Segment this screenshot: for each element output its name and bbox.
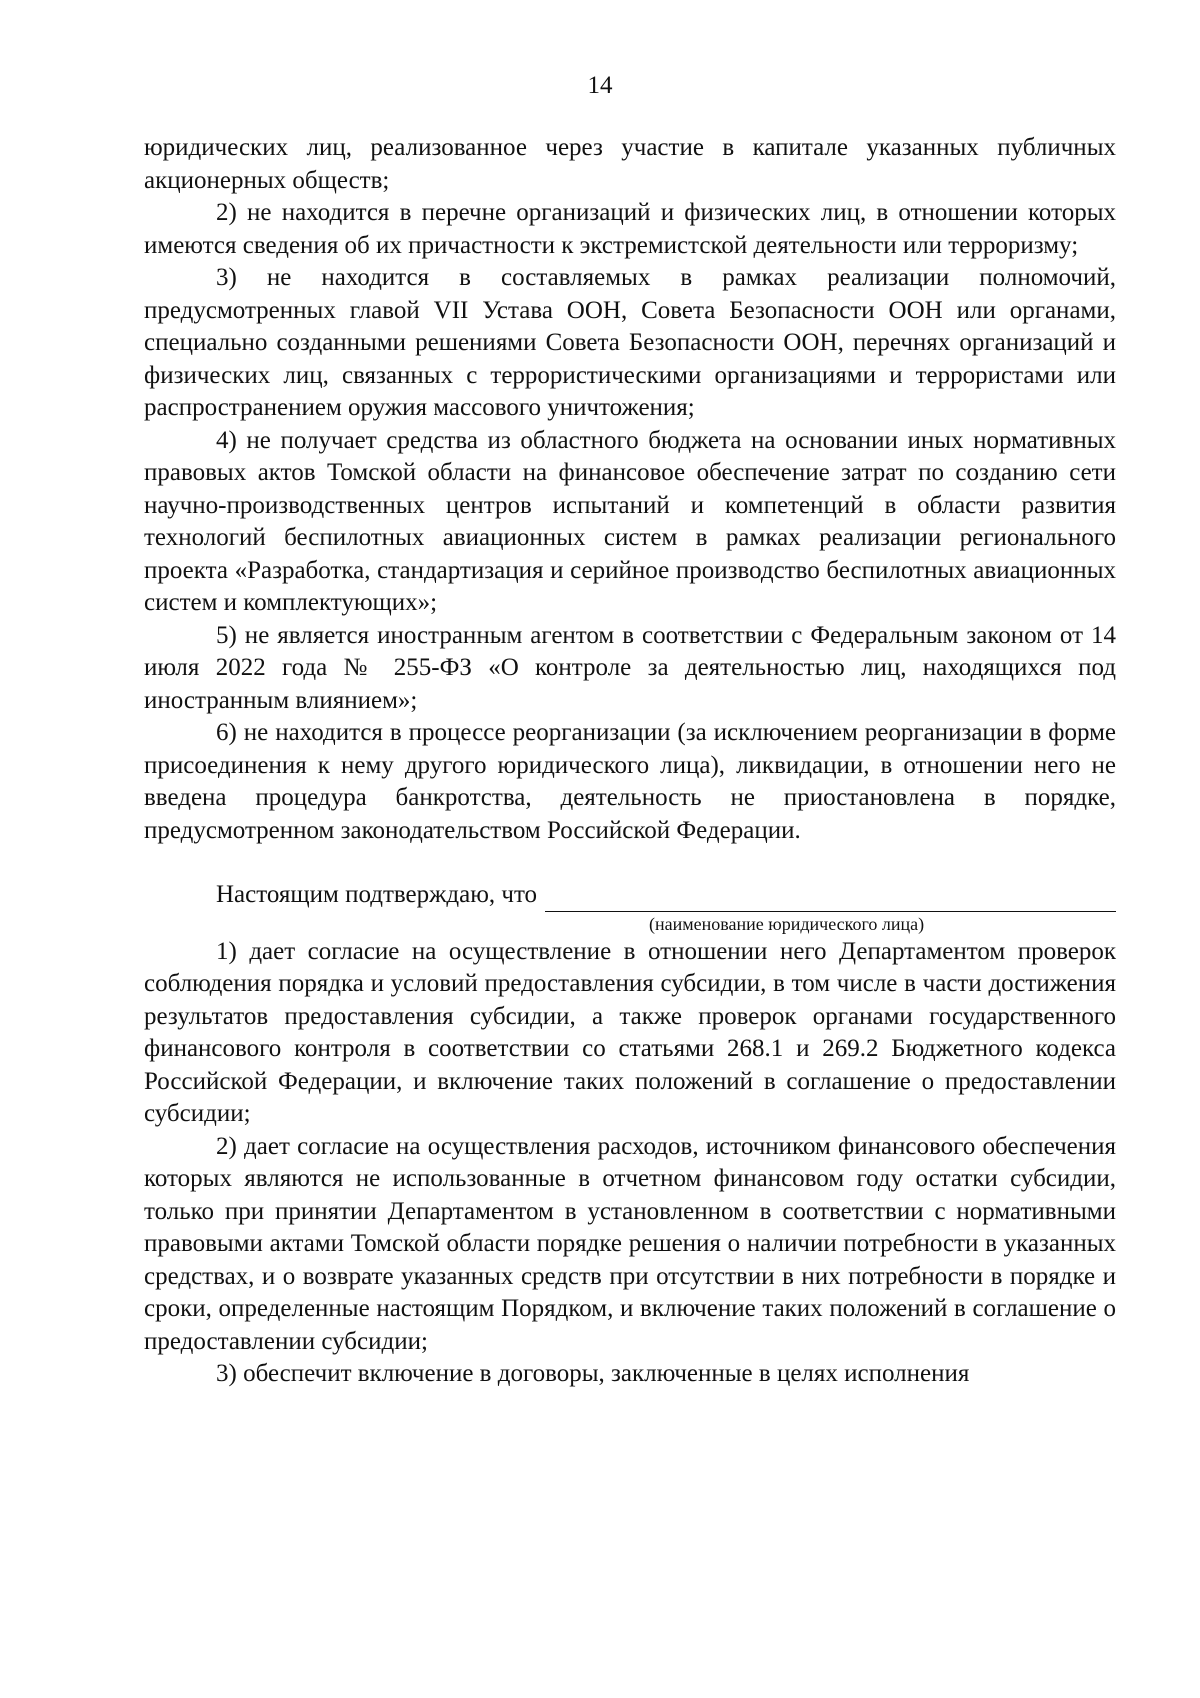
consent-item-3: 3) обеспечит включение в договоры, заключенные в целях исполнения: [216, 1360, 970, 1387]
section-spacer: [144, 847, 1116, 879]
consent-item-1: 1) дает согласие на осуществление в отношении него Департаментом проверок соблюдения порядка и условий предоставления субсидии, в том числе в части достижения результатов предоставления субсидии, а также проверок органами государственного финансового контроля в соответствии со статьями 268.1 и 269.2 Бюджетного кодекса Российской Федерации, и включение таких положений в соглашение о предоставлении субсидии;: [144, 937, 1116, 1127]
document-body: [144, 132, 1116, 1391]
legal-entity-name-blank[interactable]: [545, 885, 1116, 912]
consent-item-2: 2) дает согласие на осуществления расходов, источником финансового обеспечения которых являются не использованные в отчетном финансовом году остатки субсидии, только при принятии Департаментом в установленном в соответствии с нормативными правовыми актами Томской области порядке решения о наличии потребности в указанных средствах, и о возврате указанных средств при отсутствии в них потребности в порядке и сроки, определенные настоящим Порядком, и включение таких положений в соглашение о предоставлении субсидии;: [144, 1132, 1116, 1355]
list-item-2: 2) не находится в перечне организаций и физических лиц, в отношении которых имеются сведения об их причастности к экстремистской деятельности или терроризму;: [144, 199, 1116, 259]
paragraph-continuation: юридических лиц, реализованное через участие в капитале указанных публичных акционерных обществ;: [144, 134, 1116, 194]
list-item-6: 6) не находится в процессе реорганизации (за исключением реорганизации в форме присоединения к нему другого юридического лица), ликвидации, в отношении него не введена процедура банкротства, деятельность не приостановлена в порядке, предусмотренном законодательством Российской Федерации.: [144, 719, 1116, 844]
confirmation-text: Настоящим подтверждаю, что: [216, 881, 538, 908]
page-number: 14: [587, 72, 613, 99]
legal-entity-caption: (наименование юридического лица): [649, 913, 925, 934]
list-item-5: 5) не является иностранным агентом в соответствии с Федеральным законом от 14 июля 2022 года № 255-ФЗ «О контроле за деятельностью лиц, находящихся под иностранным влиянием»;: [144, 621, 1116, 714]
list-item-3: 3) не находится в составляемых в рамках реализации полномочий, предусмотренных главой VII Устава ООН, Совета Безопасности ООН или органами, специально созданными решениями Совета Безопасности ООН, перечнях организаций и физических лиц, связанных с террористическими организациями и террористами или распространением оружия массового уничтожения;: [144, 264, 1116, 421]
confirmation-line: [144, 879, 1116, 912]
list-item-4: 4) не получает средства из областного бюджета на основании иных нормативных правовых актов Томской области на финансовое обеспечение затрат по созданию сети научно-производственных центров испытаний и компетенций в области развития технологий беспилотных авиационных систем в рамках реализации регионального проекта «Разработка, стандартизация и серийное производство беспилотных авиационных систем и комплектующих»;: [144, 426, 1116, 616]
